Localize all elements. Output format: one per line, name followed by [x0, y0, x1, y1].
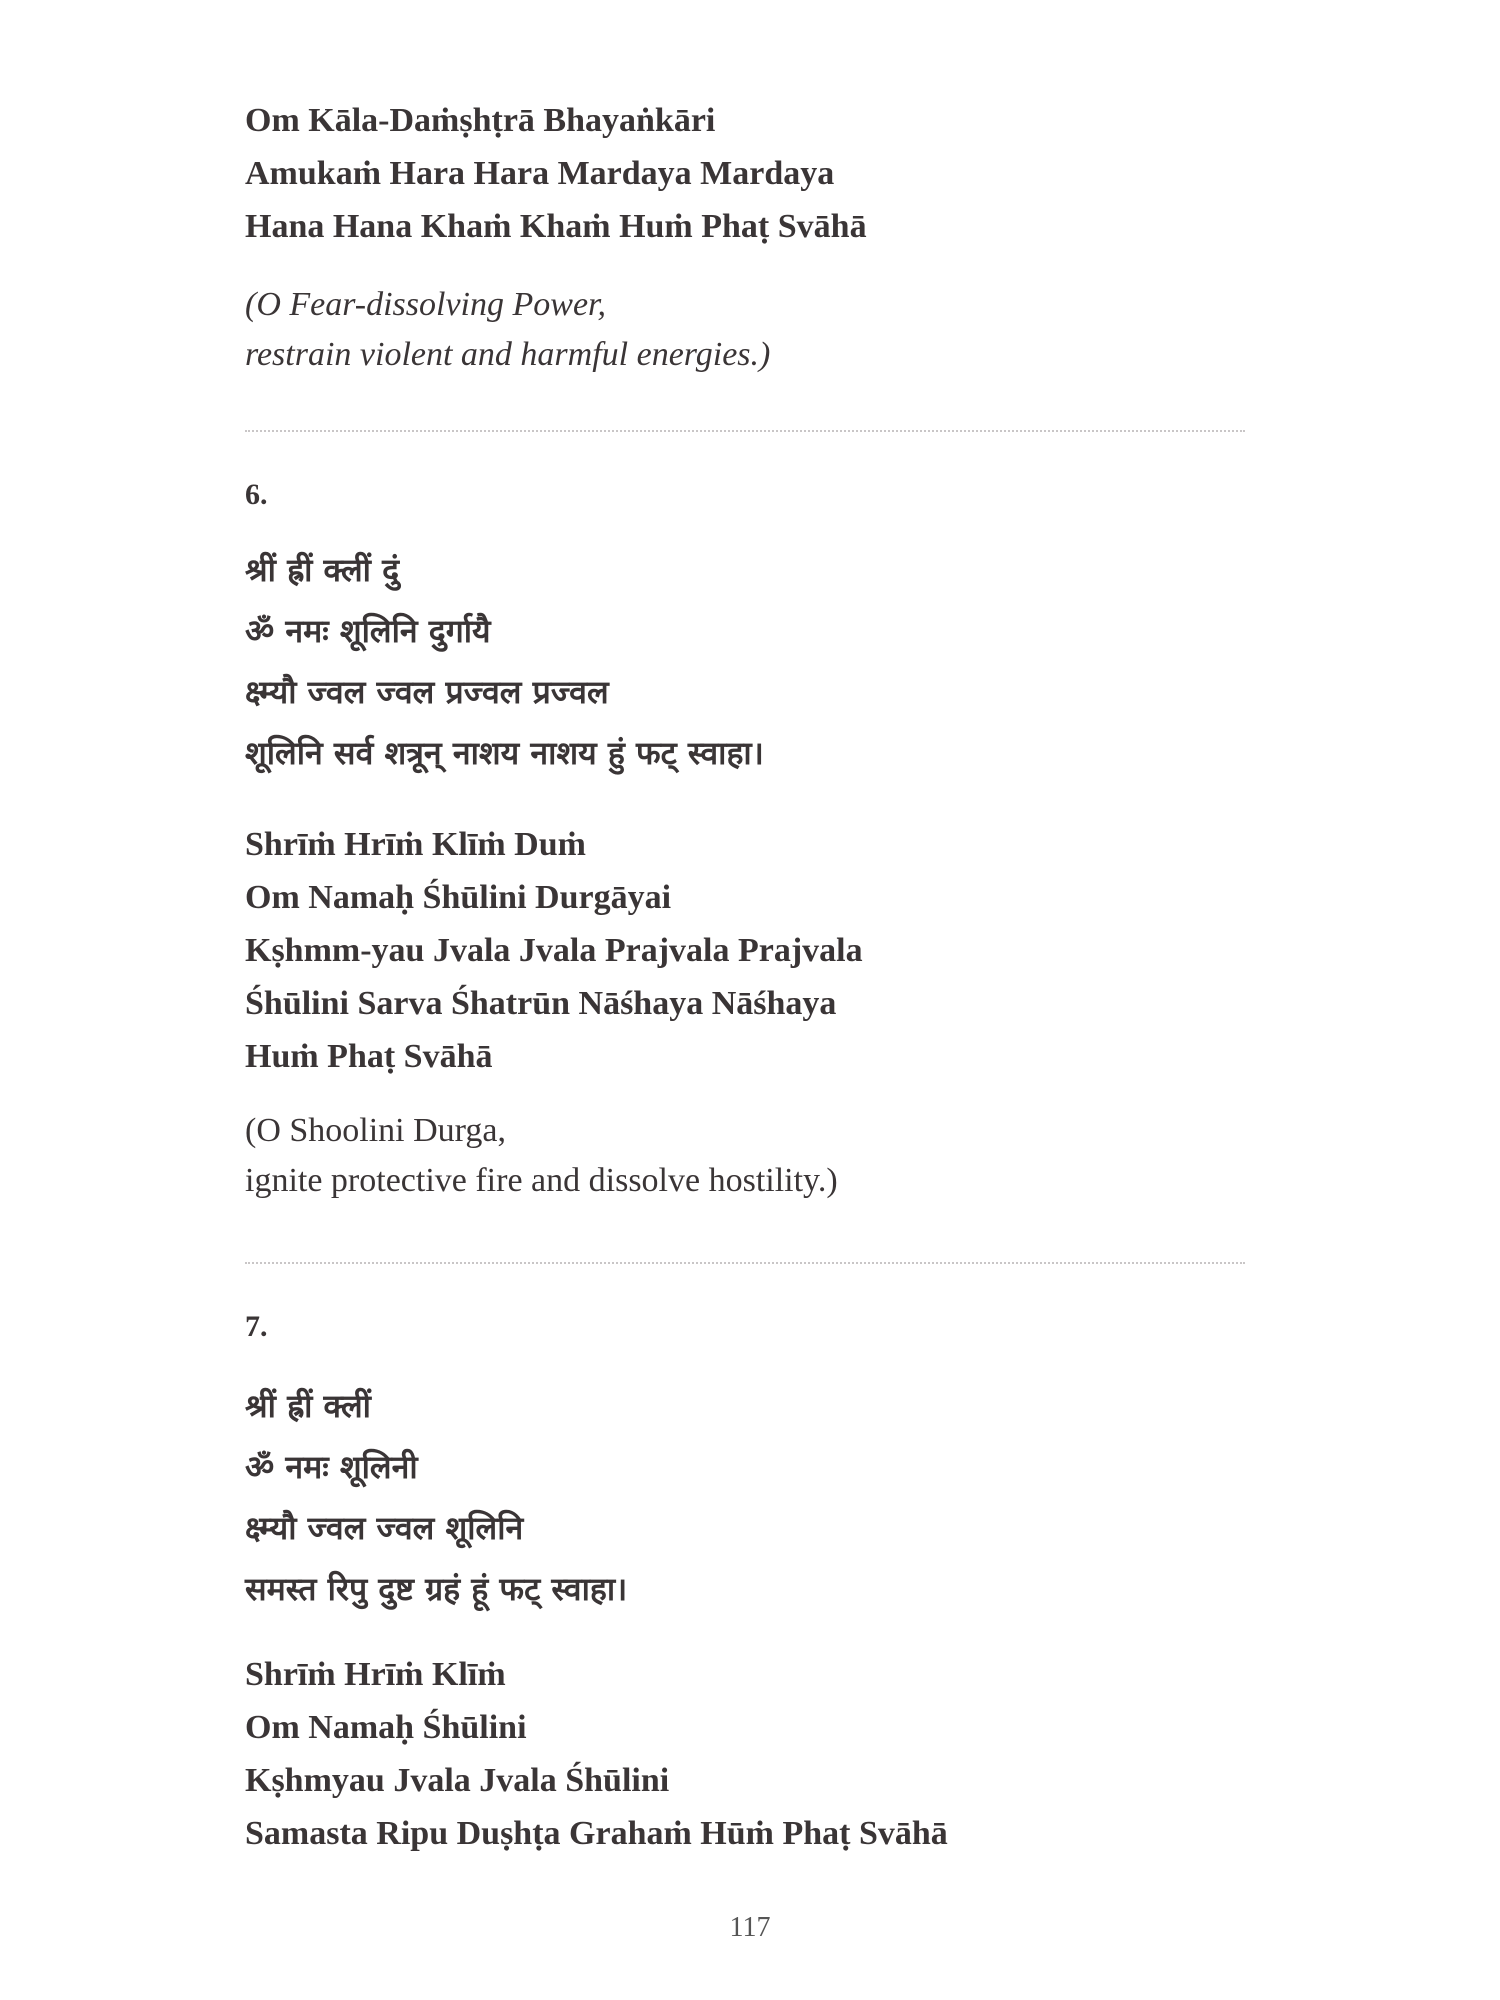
devanagari-line: क्ष्म्यौ ज्वल ज्वल शूलिनि	[245, 1509, 524, 1547]
mantra-devanagari-7	[245, 1376, 627, 1620]
devanagari-line: श्रीं ह्रीं क्लीं	[245, 1387, 371, 1425]
devanagari-line: ॐ नमः शूलिनि दुर्गायै	[245, 612, 491, 650]
mantra-line: Hana Hana Khaṁ Khaṁ Huṁ Phaṭ Svāhā	[245, 208, 867, 245]
mantra-line: Kṣhmyau Jvala Jvala Śhūlini	[245, 1762, 670, 1799]
translation-line: ignite protective fire and dissolve hostility.)	[245, 1162, 838, 1199]
mantra-line: Om Namaḥ Śhūlini	[245, 1709, 527, 1746]
mantra-line: Om Kāla-Daṁṣhṭrā Bhayaṅkāri	[245, 102, 716, 139]
devanagari-line: समस्त रिपु दुष्ट ग्रहं हूं फट् स्वाहा।	[245, 1570, 628, 1608]
mantra-line: Om Namaḥ Śhūlini Durgāyai	[245, 879, 672, 916]
devanagari-line: शूलिनि सर्व शत्रून् नाशय नाशय हुं फट् स्वाहा।	[245, 734, 764, 772]
mantra-line: Kṣhmm-yau Jvala Jvala Prajvala Prajvala	[245, 932, 863, 969]
mantra-line: Shrīṁ Hrīṁ Klīṁ	[245, 1656, 506, 1693]
section-number: 6.	[245, 478, 268, 511]
devanagari-line: ॐ नमः शूलिनी	[245, 1448, 418, 1486]
section-divider	[245, 1262, 1245, 1264]
translation-line: (O Shoolini Durga,	[245, 1112, 506, 1149]
mantra-line: Śhūlini Sarva Śhatrūn Nāśhaya Nāśhaya	[245, 985, 837, 1022]
mantra-translation-prev	[245, 280, 770, 380]
mantra-line: Amukaṁ Hara Hara Mardaya Mardaya	[245, 155, 835, 192]
section-divider	[245, 430, 1245, 432]
mantra-line: Huṁ Phaṭ Svāhā	[245, 1038, 493, 1075]
translation-line: (O Fear-dissolving Power,	[245, 286, 607, 323]
page-number: 117	[729, 1912, 771, 1943]
mantra-transliteration-6	[245, 818, 863, 1083]
mantra-line: Shrīṁ Hrīṁ Klīṁ Duṁ	[245, 826, 586, 863]
mantra-line: Samasta Ripu Duṣhṭa Grahaṁ Hūṁ Phaṭ Svāhā	[245, 1815, 948, 1852]
devanagari-line: क्ष्म्यौ ज्वल ज्वल प्रज्वल प्रज्वल	[245, 673, 609, 711]
mantra-translation-6	[245, 1106, 838, 1206]
translation-line: restrain violent and harmful energies.)	[245, 336, 771, 373]
mantra-transliteration-7	[245, 1648, 948, 1860]
devanagari-line: श्रीं ह्रीं क्लीं दुं	[245, 551, 400, 589]
mantra-devanagari-6	[245, 540, 764, 784]
mantra-transliteration-prev	[245, 94, 867, 253]
section-number: 7.	[245, 1310, 268, 1343]
